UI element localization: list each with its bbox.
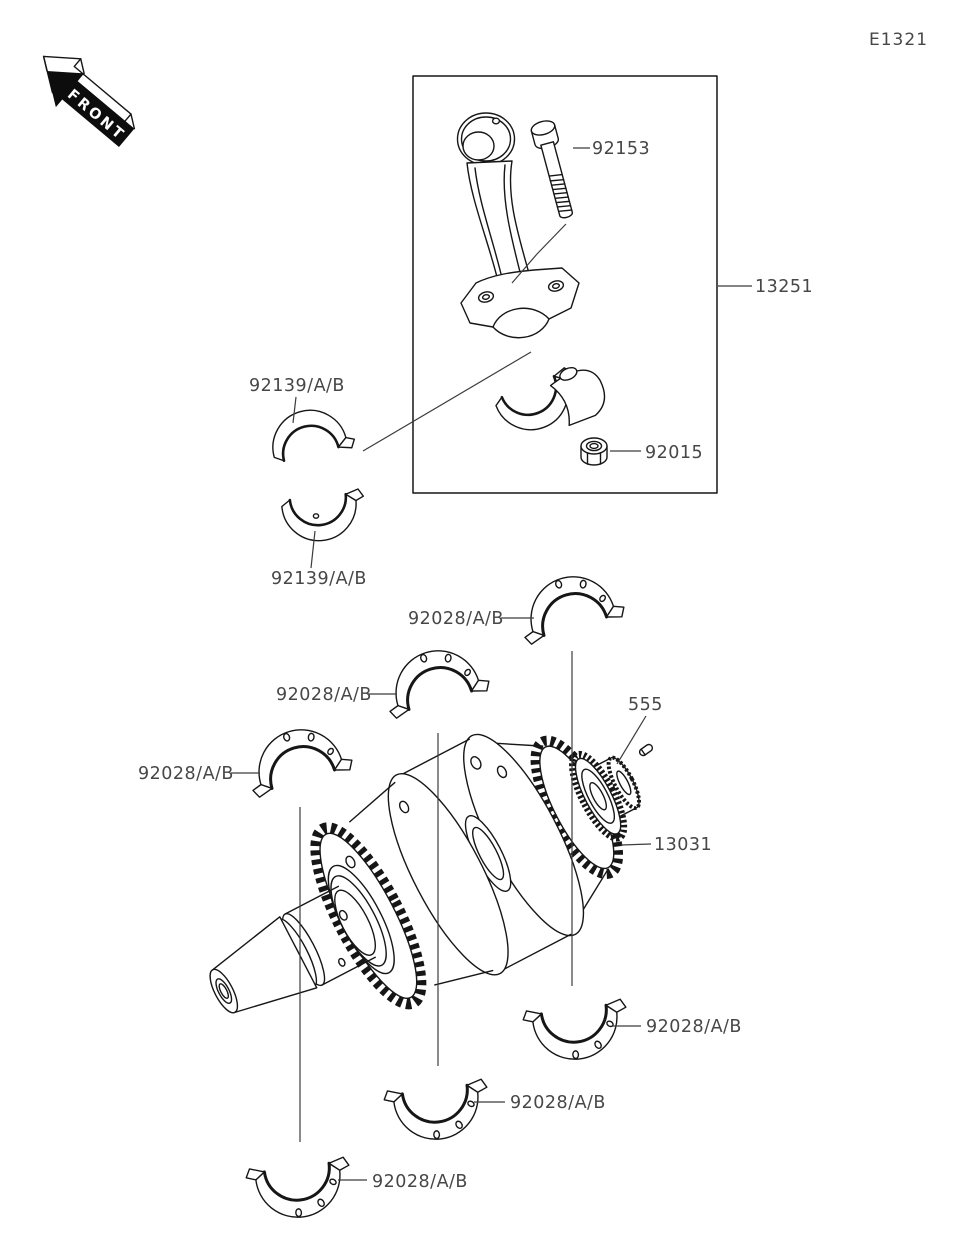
page-code: E1321 xyxy=(869,30,929,50)
callout-92028-top-1[interactable]: 92028/A/B xyxy=(408,609,504,629)
callout-92153[interactable]: 92153 xyxy=(592,139,651,159)
callout-13031[interactable]: 13031 xyxy=(654,835,713,855)
callout-13251[interactable]: 13251 xyxy=(755,277,814,297)
callout-92139-top[interactable]: 92139/A/B xyxy=(249,376,345,396)
callout-92028-top-3[interactable]: 92028/A/B xyxy=(138,764,234,784)
callout-92139-bottom[interactable]: 92139/A/B xyxy=(271,569,367,589)
callout-92028-bottom-mid[interactable]: 92028/A/B xyxy=(510,1093,606,1113)
callout-555[interactable]: 555 xyxy=(628,695,663,715)
callout-92015[interactable]: 92015 xyxy=(645,443,704,463)
front-arrow-label: FRONT xyxy=(63,86,129,145)
rod-bearing-oil-hole xyxy=(313,514,318,518)
callout-92028-bottom-left[interactable]: 92028/A/B xyxy=(372,1172,468,1192)
callout-92028-top-2[interactable]: 92028/A/B xyxy=(276,685,372,705)
callout-92028-bottom-right[interactable]: 92028/A/B xyxy=(646,1017,742,1037)
conrod-nut-drawing xyxy=(581,438,607,465)
